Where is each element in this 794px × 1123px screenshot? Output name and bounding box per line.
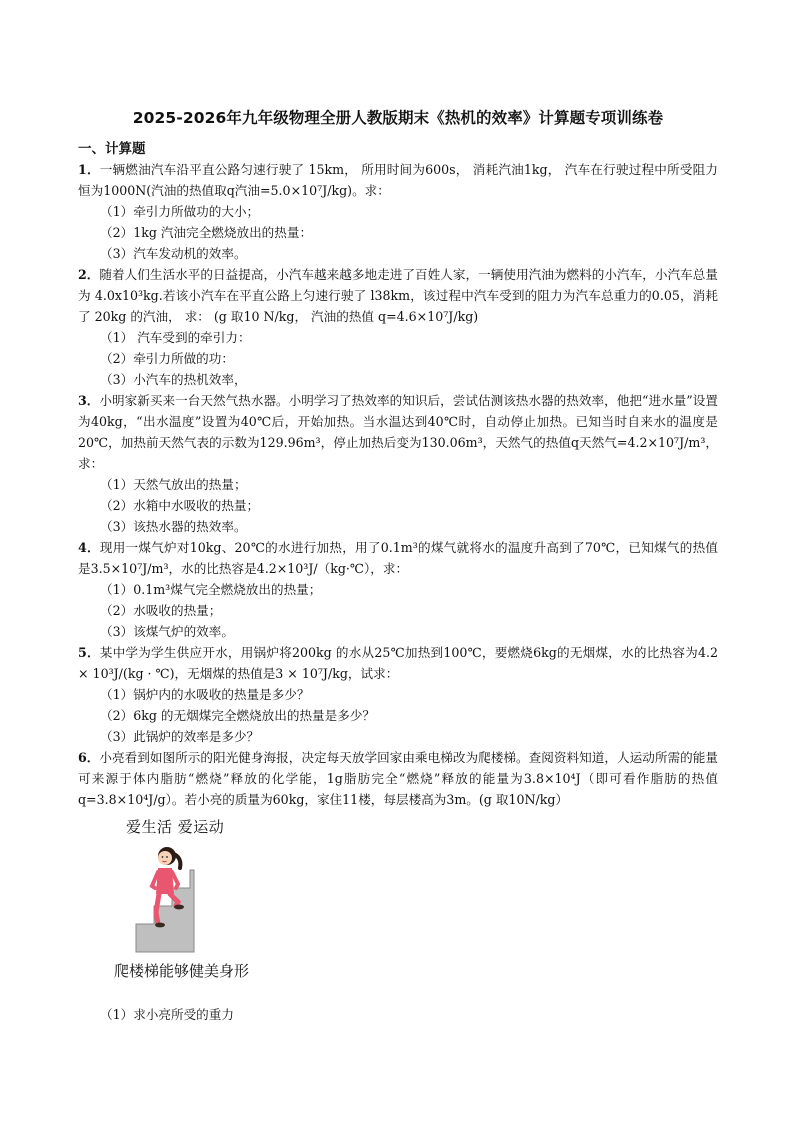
question-number: 1． bbox=[78, 162, 100, 177]
question-number: 4． bbox=[78, 540, 100, 555]
sub-question: （3）汽车发动机的效率。 bbox=[100, 246, 247, 261]
sub-question: （3）该煤气炉的效率。 bbox=[100, 624, 234, 639]
question-6 bbox=[78, 747, 718, 810]
question-text: 随着人们生活水平的日益提高，小汽车越来越多地走进了百姓人家，一辆使用汽油为燃料的小汽车，小汽车总量为 4.0x10³kg.若该小汽车在平直公路上匀速行驶了 l38km，该过程中汽车受到的阻力为汽车总重力的0.05，消耗了 20kg 的汽油， 求： (g 取10 N/kg， 汽油的热值 q=4.6×10⁷J/kg) bbox=[78, 267, 719, 324]
sub-question: （2）1kg 汽油完全燃烧放出的热量： bbox=[100, 225, 313, 240]
sub-question: （3）小汽车的热机效率， bbox=[100, 372, 247, 387]
section-heading: 一、计算题 bbox=[78, 141, 146, 157]
sub-question: （1）求小亮所受的重力 bbox=[100, 1007, 234, 1022]
sub-question: （2）6kg 的无烟煤完全燃烧放出的热量是多少？ bbox=[100, 708, 376, 723]
sub-question: （2）水吸收的热量； bbox=[100, 603, 222, 618]
question-number: 3． bbox=[78, 393, 100, 408]
poster-caption-bottom: 爬楼梯能够健美身形 bbox=[114, 962, 250, 980]
question-text: 小明家新买来一台天然气热水器。小明学习了热效率的知识后，尝试估测该热水器的热效率，他把“进水量”设置为40kg，“出水温度”设置为40℃后，开始加热。当水温达到40℃时，自动停止加热。已知当时自来水的温度是20℃，加热前天然气表的示数为129.96m³，停止加热后变为130.06m³，天然气的热值q天然气=4.2×10⁷J/m³，求： bbox=[78, 393, 718, 471]
fitness-poster-figure bbox=[114, 816, 274, 1000]
sub-question: （2）水箱中水吸收的热量； bbox=[100, 498, 260, 513]
sub-question: （2）牵引力所做的功： bbox=[100, 351, 234, 366]
question-text: 现用一煤气炉对10kg、20℃的水进行加热，用了0.1m³的煤气就将水的温度升高到了70℃，已知煤气的热值是3.5×10⁷J/m³，水的比热容是4.2×10³J/（kg·℃），求： bbox=[78, 540, 719, 576]
question-number: 6． bbox=[78, 750, 100, 765]
question-text: 一辆燃油汽车沿平直公路匀速行驶了 15km， 所用时间为600s， 消耗汽油1kg， 汽车在行驶过程中所受阻力恒为1000N(汽油的热值取q汽油=5.0×10⁷J/kg)。求： bbox=[78, 162, 718, 198]
girl-climbing-stairs-icon bbox=[134, 842, 224, 954]
question-1 bbox=[78, 159, 718, 264]
poster-caption-top: 爱生活 爱运动 bbox=[126, 818, 225, 836]
sub-question: （1） 汽车受到的牵引力： bbox=[100, 330, 251, 345]
question-text: 某中学为学生供应开水，用锅炉将200kg 的水从25℃加热到100℃，要燃烧6kg的无烟煤，水的比热容为4.2 × 10³J/(kg · ℃)，无烟煤的热值是3 × 10⁷J/kg，试求： bbox=[78, 645, 718, 681]
question-number: 5． bbox=[78, 645, 100, 660]
sub-question: （1）天然气放出的热量； bbox=[100, 477, 247, 492]
page-title: 2025-2026年九年级物理全册人教版期末《热机的效率》计算题专项训练卷 bbox=[132, 109, 664, 127]
sub-question: （1）0.1m³煤气完全燃烧放出的热量； bbox=[100, 582, 322, 597]
sub-question: （1）牵引力所做功的大小； bbox=[100, 204, 260, 219]
question-2 bbox=[78, 264, 718, 390]
sub-question: （3）该热水器的热效率。 bbox=[100, 519, 247, 534]
question-4 bbox=[78, 537, 718, 642]
sub-question: （1）锅炉内的水吸收的热量是多少？ bbox=[100, 687, 310, 702]
sub-question: （3）此锅炉的效率是多少？ bbox=[100, 729, 260, 744]
question-text: 小亮看到如图所示的阳光健身海报，决定每天放学回家由乘电梯改为爬楼梯。查阅资料知道，人运动所需的能量可来源于体内脂肪“燃烧”释放的化学能，1g脂肪完全“燃烧”释放的能量为3.8×10⁴J（即可看作脂肪的热值q=3.8×10⁴J/g）。若小亮的质量为60kg，家住11楼，每层楼高为3m。(g 取10N/kg） bbox=[78, 750, 719, 807]
question-5 bbox=[78, 642, 718, 747]
question-number: 2． bbox=[78, 267, 100, 282]
question-3 bbox=[78, 390, 718, 537]
document-page bbox=[78, 106, 718, 1025]
